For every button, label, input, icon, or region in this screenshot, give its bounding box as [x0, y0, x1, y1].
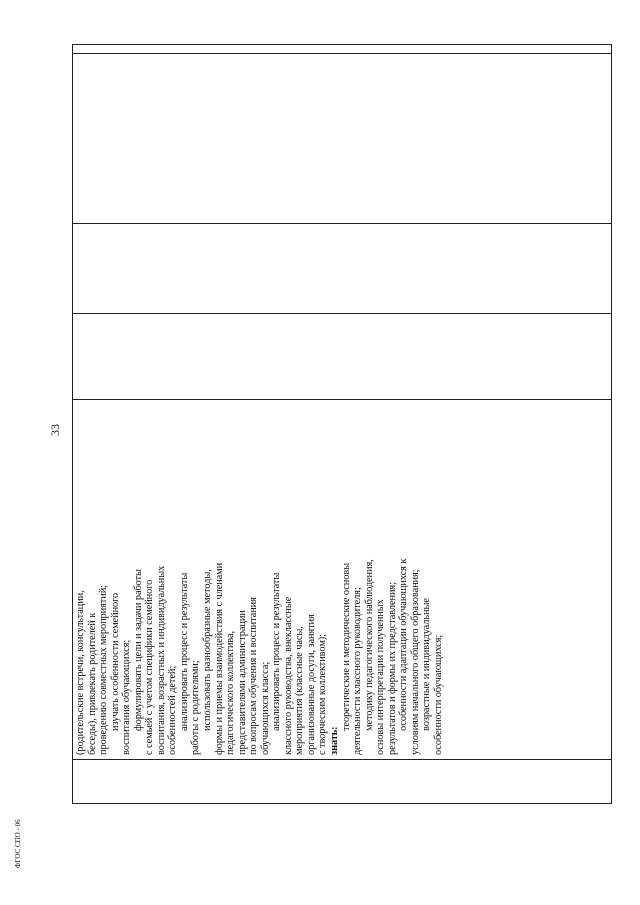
cell-line: беседы), привлекать родителей к: [86, 612, 98, 755]
cell-line: основы интерпретации полученных: [375, 599, 387, 755]
cell-line: особенности адаптации обучающихся к: [398, 558, 410, 731]
cell-line: знать:: [329, 726, 341, 755]
cell-line: использовать разнообразные методы,: [202, 569, 214, 731]
cell-line: воспитания обучающихся;: [121, 639, 133, 755]
cell-line: деятельности классного руководителя;: [352, 587, 364, 755]
cell-line: организованные досуги, занятия: [305, 614, 317, 755]
table-column-empty-2: [73, 223, 611, 313]
cell-line: классного руководства, внеклассные: [282, 596, 294, 755]
table-column-empty-3: [73, 53, 611, 223]
cell-line: (родительские встречи, консультации,: [75, 590, 86, 755]
cell-line: обучающихся класса;: [259, 661, 271, 755]
cell-line: формы и приемы взаимодействия с членами: [213, 562, 225, 755]
table-column-content: [73, 399, 611, 759]
content-cell-text: [75, 404, 445, 755]
cell-line: методику педагогического наблюдения,: [363, 559, 375, 731]
cell-line: условиям начального общего образования;: [409, 569, 421, 755]
cell-line: с творческим коллективом);: [317, 634, 329, 755]
cell-line: теоретические и методические основы: [340, 562, 352, 731]
rotated-page: [72, 44, 612, 804]
cell-line: возрастные и индивидуальные: [421, 598, 433, 731]
cell-line: педагогического коллектива,: [225, 630, 237, 755]
cell-line: воспитания, возрастных и индивидуальных: [155, 565, 167, 755]
document-footer: ФГОС СПО - 06: [14, 819, 22, 868]
table-column-index: [73, 759, 611, 803]
competency-table: [72, 44, 612, 804]
cell-line: представителями администрации: [236, 610, 248, 755]
table-column-empty-1: [73, 313, 611, 399]
cell-line: анализировать процесс и результаты: [271, 572, 283, 731]
cell-line: особенности обучающихся;: [432, 634, 444, 755]
page-number: 33: [48, 424, 62, 436]
cell-line: с семьей с учетом специфики семейного: [144, 579, 156, 755]
cell-line: по вопросам обучения и воспитания: [248, 597, 260, 755]
cell-line: результатов и формы их представления;: [386, 582, 398, 755]
cell-line: проведению совместных мероприятий;: [98, 585, 110, 755]
cell-line: формулировать цели и задачи работы: [132, 569, 144, 731]
cell-line: изучать особенности семейного: [109, 592, 121, 731]
cell-line: мероприятия (классные часы,: [294, 626, 306, 755]
table-column-edge: [73, 43, 611, 53]
cell-line: работы с родителями;: [190, 660, 202, 755]
cell-line: особенностей детей;: [167, 665, 179, 755]
cell-line: анализировать процесс и результаты: [178, 572, 190, 731]
